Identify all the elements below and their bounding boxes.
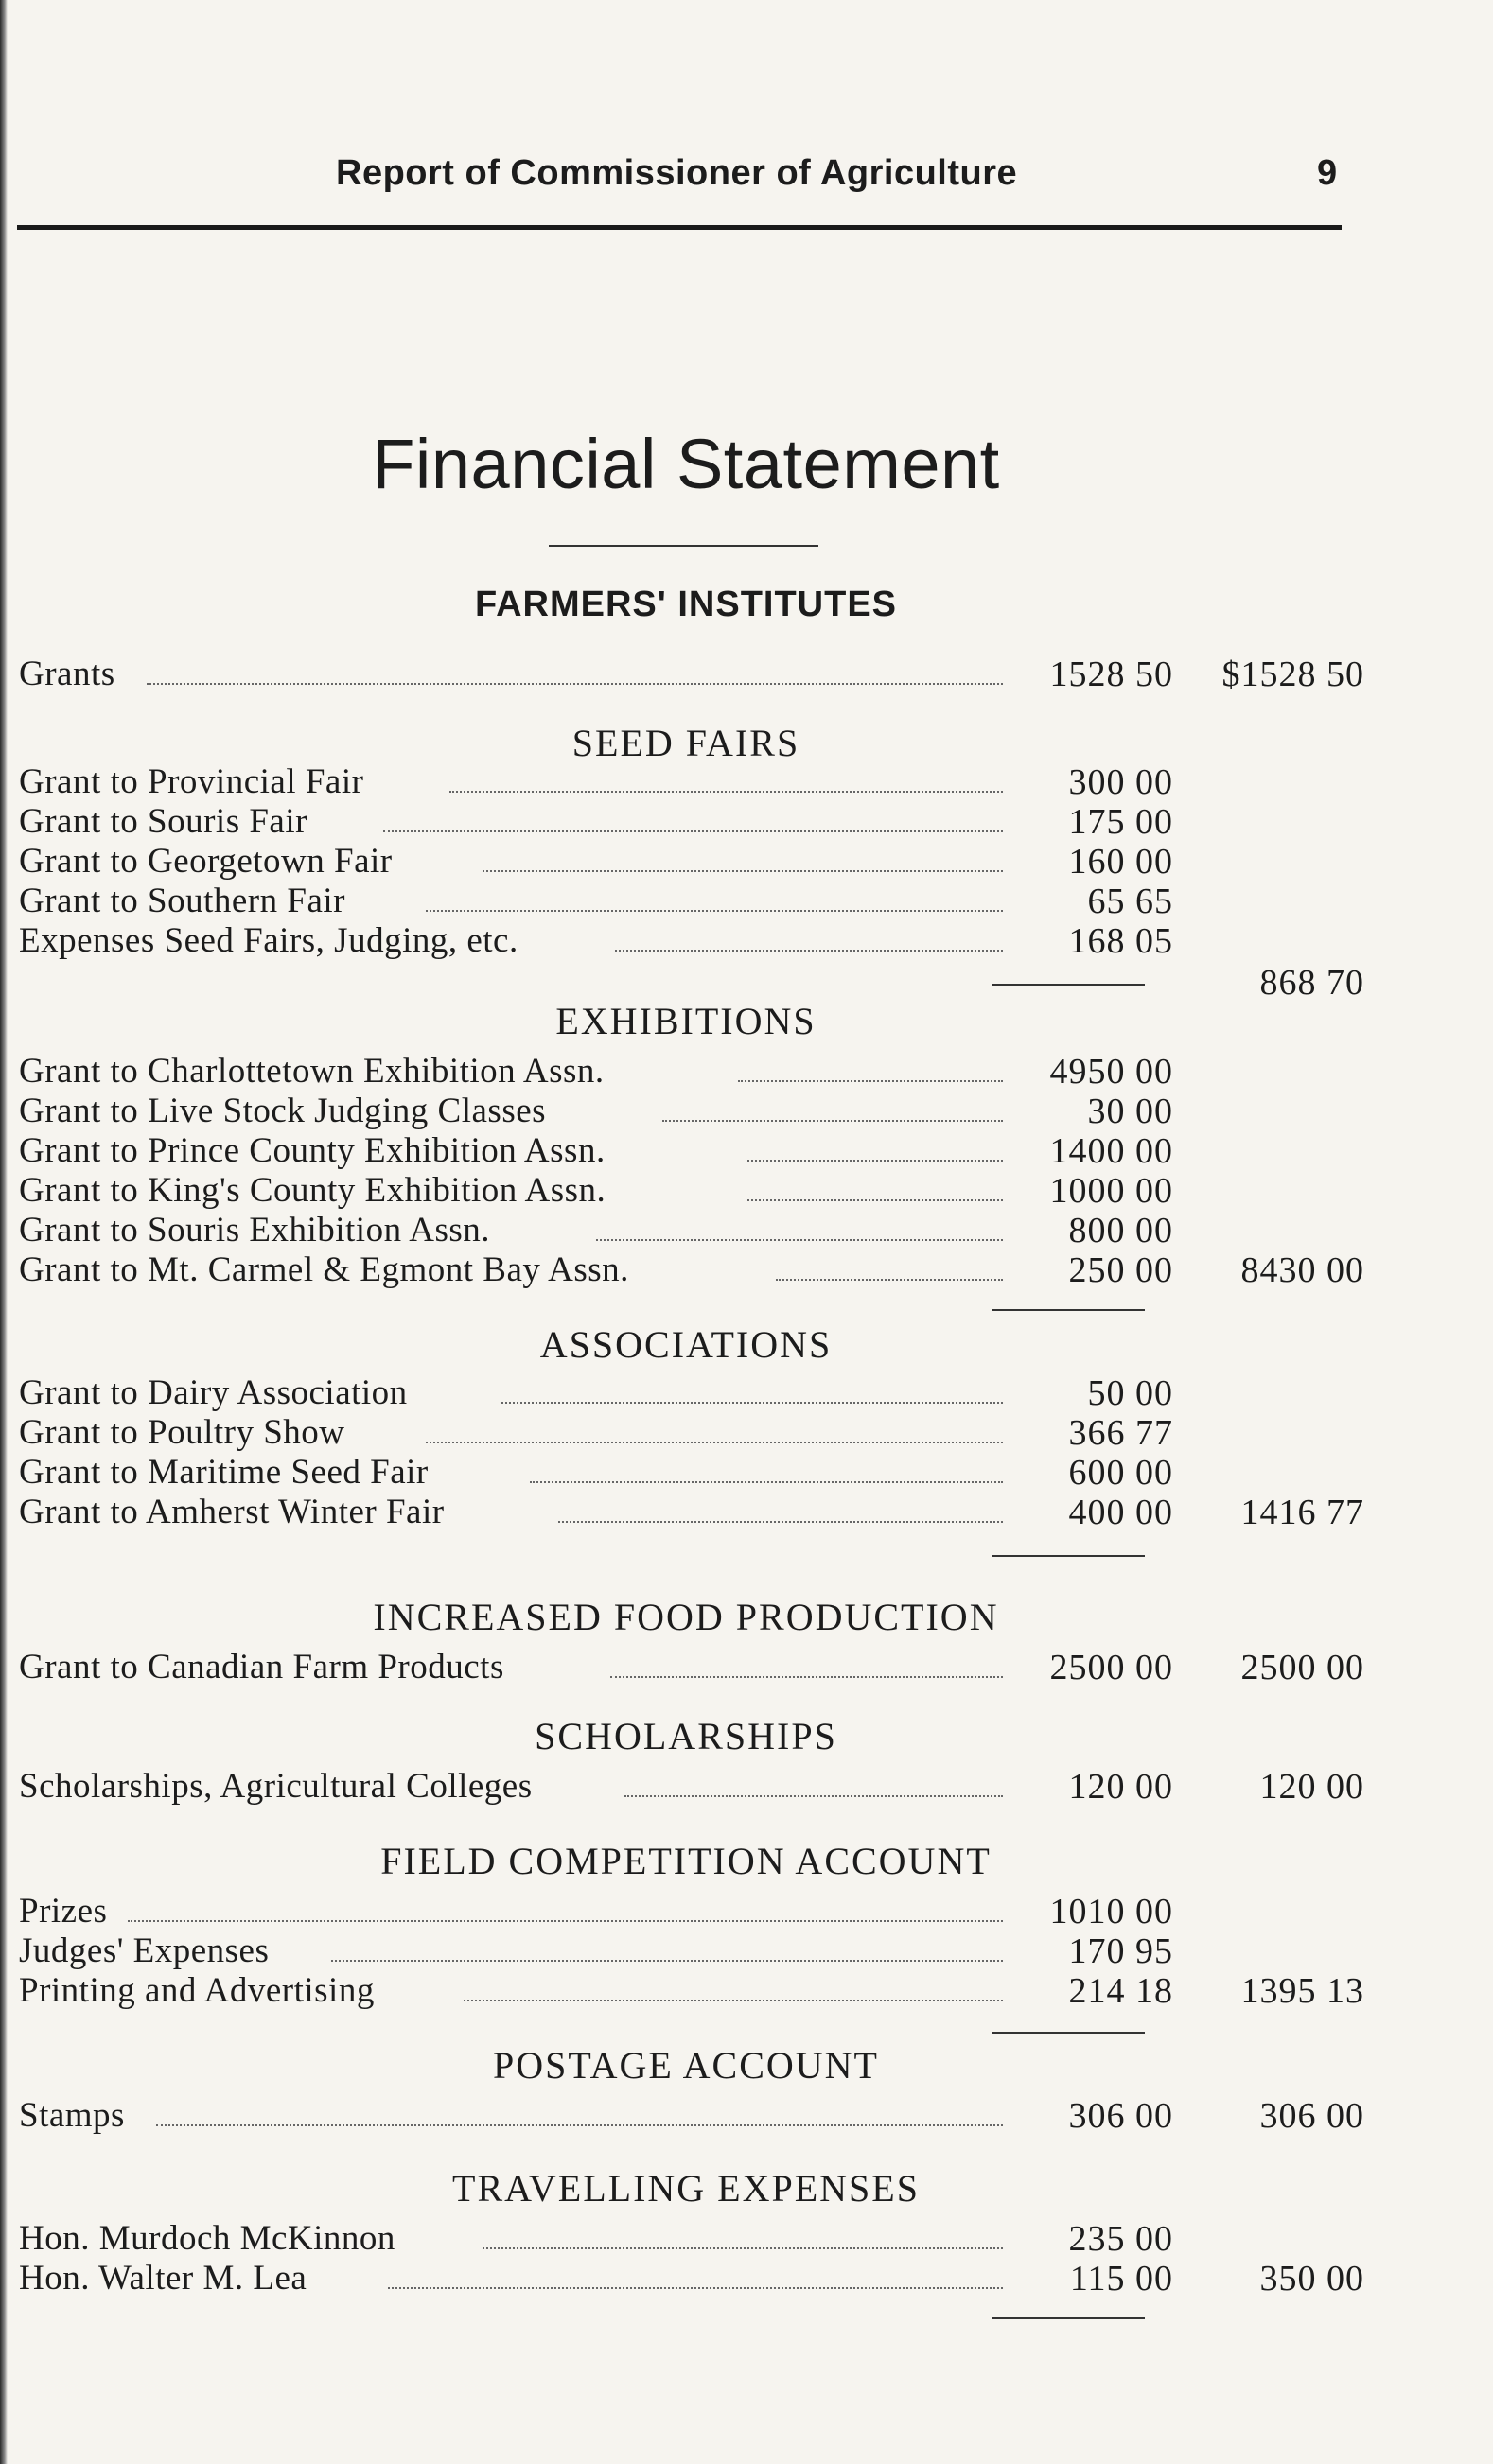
leader-dots [747,1199,1003,1201]
row-amount: 235 00 [1068,2219,1173,2259]
row-amount: 366 77 [1068,1413,1173,1453]
ledger-row [19,1892,1372,1931]
row-amount: 115 00 [1069,2259,1173,2298]
ledger-row [19,1092,1372,1131]
row-amount: 800 00 [1068,1211,1173,1250]
row-label: Grant to Souris Exhibition Assn. [19,1211,491,1249]
leader-dots [738,1080,1003,1082]
row-label: Grant to Poultry Show [19,1413,345,1452]
ledger-row [19,762,1372,802]
row-label: Grants [19,655,115,693]
ledger-row [19,1413,1372,1453]
ledger-row [19,1931,1372,1971]
row-amount: 168 05 [1068,921,1173,961]
row-total: 120 00 [1259,1767,1364,1807]
row-label: Grant to Maritime Seed Fair [19,1453,429,1492]
running-header-title: Report of Commissioner of Agriculture [336,153,1018,193]
ledger-row [19,2259,1372,2298]
ledger-row [19,2096,1372,2136]
row-label: Grant to Amherst Winter Fair [19,1493,445,1531]
row-amount: 1528 50 [1049,655,1173,694]
row-label: Scholarships, Agricultural Colleges [19,1767,533,1806]
row-total: 2500 00 [1240,1648,1364,1687]
row-label: Grant to Mt. Carmel & Egmont Bay Assn. [19,1250,629,1289]
row-amount: 214 18 [1068,1971,1173,2011]
leader-dots [624,1795,1003,1797]
row-amount: 600 00 [1068,1453,1173,1493]
section-heading-farmers-institutes: FARMERS' INSTITUTES [474,585,898,624]
ledger-row [19,1767,1372,1807]
section-heading-associations: ASSOCIATIONS [539,1323,833,1366]
row-total: 8430 00 [1240,1250,1364,1290]
leader-dots [558,1521,1003,1523]
leader-dots [610,1676,1003,1678]
row-label: Grant to King's County Exhibition Assn. [19,1171,606,1210]
row-label: Grant to Souris Fair [19,802,307,841]
leader-dots [156,2124,1003,2126]
ledger-row [19,1493,1372,1532]
ledger-row [19,802,1372,842]
section-heading-postage-account: POSTAGE ACCOUNT [493,2044,879,2087]
row-amount: 175 00 [1068,802,1173,842]
leader-dots [596,1239,1003,1241]
subtotal-rule [992,2032,1145,2034]
ledger-row [19,1131,1372,1171]
ledger-row [19,1250,1372,1290]
section-heading-increased-food-production: INCREASED FOOD PRODUCTION [373,1596,999,1638]
leader-dots [501,1402,1003,1404]
row-total: 350 00 [1259,2259,1364,2298]
leader-dots [530,1481,1003,1483]
row-amount: 1400 00 [1049,1131,1173,1171]
row-amount: 50 00 [1087,1373,1173,1413]
header-rule [17,225,1342,230]
ledger-row [19,1373,1372,1413]
subtotal-rule [992,1555,1145,1557]
row-label: Stamps [19,2096,125,2135]
row-amount: 4950 00 [1049,1052,1173,1092]
row-amount: 400 00 [1068,1493,1173,1532]
row-label: Hon. Murdoch McKinnon [19,2219,395,2258]
leader-dots [388,2287,1003,2289]
subtotal-rule [992,1309,1145,1311]
row-label: Grant to Live Stock Judging Classes [19,1092,547,1130]
row-label: Prizes [19,1892,108,1931]
ledger-row [19,1453,1372,1493]
row-amount: 120 00 [1068,1767,1173,1807]
ledger-row [19,1052,1372,1092]
row-amount: 1010 00 [1049,1892,1173,1931]
leader-dots [128,1920,1003,1922]
ledger-row [19,1171,1372,1211]
row-label: Grant to Dairy Association [19,1373,408,1412]
row-label: Grant to Canadian Farm Products [19,1648,504,1686]
row-label: Grant to Charlottetown Exhibition Assn. [19,1052,605,1091]
row-total: 1416 77 [1240,1493,1364,1532]
leader-dots [747,1160,1003,1162]
title-rule [549,545,818,547]
leader-dots [426,1442,1003,1443]
leader-dots [483,870,1003,872]
page-number: 9 [1317,153,1338,193]
row-amount: 170 95 [1068,1931,1173,1971]
ledger-row [19,1971,1372,2011]
leader-dots [464,2000,1003,2001]
ledger-row [19,655,1372,694]
leader-dots [615,950,1003,952]
row-total: 306 00 [1259,2096,1364,2136]
ledger-row [19,2219,1372,2259]
row-amount: 300 00 [1068,762,1173,802]
row-amount: 250 00 [1068,1250,1173,1290]
leader-dots [449,791,1003,793]
row-label: Grant to Georgetown Fair [19,842,393,881]
leader-dots [483,2247,1003,2249]
row-label: Judges' Expenses [19,1931,270,1970]
leader-dots [776,1279,1003,1281]
leader-dots [426,910,1003,912]
ledger-row [19,1211,1372,1250]
row-total: 1395 13 [1240,1971,1364,2011]
row-label: Hon. Walter M. Lea [19,2259,307,2298]
leader-dots [331,1960,1003,1962]
ledger-row [19,1648,1372,1687]
leader-dots [383,830,1003,832]
row-label: Grant to Southern Fair [19,882,345,920]
ledger-row [19,882,1372,921]
row-label: Grant to Provincial Fair [19,762,364,801]
row-label: Grant to Prince County Exhibition Assn. [19,1131,606,1170]
ledger-row [19,842,1372,882]
row-amount: 1000 00 [1049,1171,1173,1211]
section-heading-exhibitions: EXHIBITIONS [555,1000,817,1042]
row-label: Printing and Advertising [19,1971,375,2010]
section-heading-field-competition-account: FIELD COMPETITION ACCOUNT [380,1840,992,1882]
row-amount: 65 65 [1087,882,1173,921]
leader-dots [662,1120,1003,1122]
section-heading-travelling-expenses: TRAVELLING EXPENSES [452,2167,920,2210]
ledger-row [19,921,1372,961]
row-label: Expenses Seed Fairs, Judging, etc. [19,921,518,960]
row-amount: 306 00 [1068,2096,1173,2136]
subtotal-rule [992,2317,1145,2319]
row-amount: 2500 00 [1049,1648,1173,1687]
section-heading-seed-fairs: SEED FAIRS [571,722,800,764]
section-heading-scholarships: SCHOLARSHIPS [535,1715,837,1757]
row-total: $1528 50 [1221,655,1364,694]
subtotal-row [19,963,1372,1003]
row-amount: 160 00 [1068,842,1173,882]
page-title: Financial Statement [372,425,1000,503]
row-total: 868 70 [1259,963,1364,1003]
leader-dots [147,683,1003,685]
row-amount: 30 00 [1087,1092,1173,1131]
